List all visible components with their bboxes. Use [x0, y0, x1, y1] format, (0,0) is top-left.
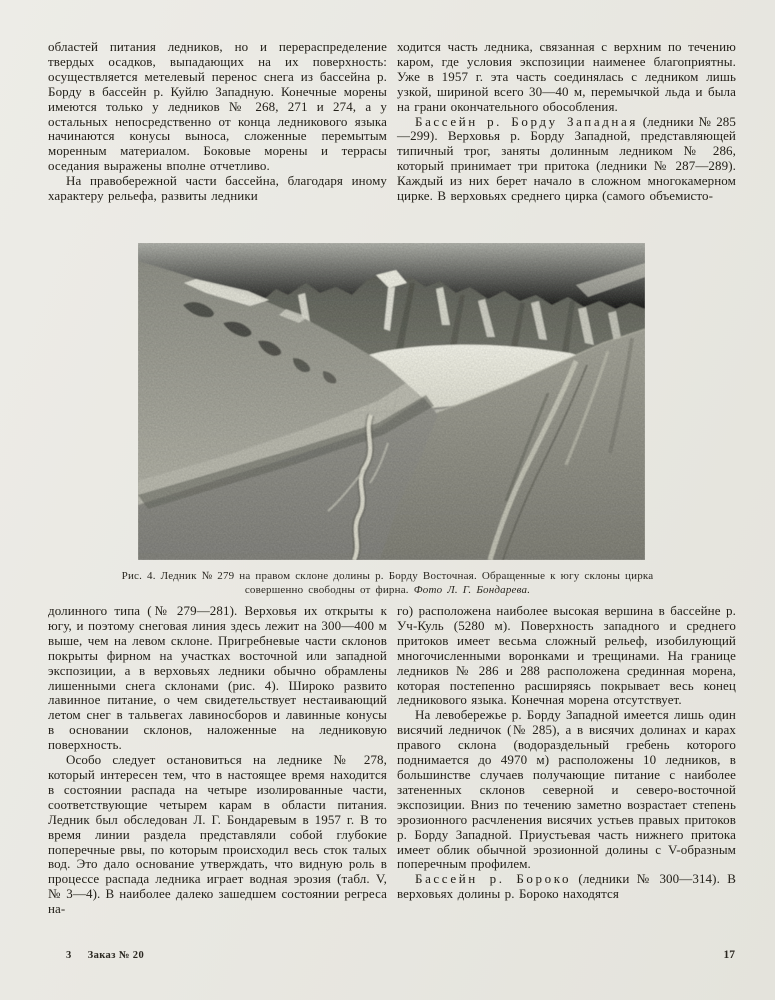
figure-caption-text: Рис. 4. Ледник № 279 на правом склоне долины р. Борду Восточная. Обращенные к югу склоны цирка совершенно свободны от фирна. — [121, 570, 654, 596]
signature-number: 3 — [66, 950, 72, 961]
mountain-glacier-photo-illustration — [138, 243, 645, 560]
order-label: Заказ № 20 — [87, 950, 145, 961]
paragraph: Бассейн р. Бороко (ледники № 300—314). В верховьях долины р. Бороко находятся — [397, 871, 736, 902]
paragraph: областей питания ледников, но и перераспределение твердых осадков, выпадающих на их поверхность: осуществляется метелевый перенос снега из бассейна р. Борду в бассейн р. Куйлю Западную. Конечные морены имеются только у ледников № 268, 271 и 274, а у остальных непосредственно от конца ледникового языка начинаются конусы выноса, сложенные перемытым моренным материалом. Боковые морены и террасы оседания выражены вполне отчетливо. — [48, 39, 387, 174]
print-order-note — [66, 950, 144, 961]
section-heading: Бассейн р. Борду Западная — [415, 113, 638, 129]
paragraph: Особо следует остановиться на леднике № 278, который интересен тем, что в настоящее время находится в состоянии распада на четыре изолированные части, соответствующие четырем карам в области питания. Ледник был обследован Л. Г. Бондаревым в 1957 г. В то время линии раздела представляли собой глубокие поперечные рвы, по которым происходил весь сток талых вод. Это дало основание утверждать, что видную роль в процессе распада ледника играет водная эрозия (табл. V, № 3—4). В наиболее далеко зашедшем состоянии регреса на- — [48, 752, 387, 917]
paragraph: долинного типа (№ 279—281). Верховья их открыты к югу, и поэтому снеговая линия здесь лежит на 300—400 м выше, чем на левом склоне. Пригребневые части склонов покрыты фирном на участках восточной или западной экспозиции, а в верховьях ледники обычно обрамлены лишенными снега склонами (рис. 4). Широко развито лавинное питание, о чем свидетельствует нестаивающий летом снег в тальвегах лавиносборов и лавинные конусы в основании склонов, наложенные на ледниковую поверхность. — [48, 603, 387, 753]
paragraph: Бассейн р. Борду Западная (ледники № 285—299). Верховья р. Борду Западной, представляющей типичный трог, заняты долинным ледником № 286, который принимает три притока (ледники № 287—289). Каждый из них берет начало в сложном многокамерном цирке. В верховьях среднего цирка (самого объемисто- — [397, 113, 737, 204]
page-number: 17 — [723, 949, 735, 961]
section-heading: Бассейн р. Бороко — [415, 871, 572, 887]
paragraph: ходится часть ледника, связанная с верхним по течению каром, где условия экспозиции наименее благоприятны. Уже в 1957 г. эта часть соединялась с ледником лишь узкой, шириной всего 30—40 м, перемычкой льда и была на грани окончательного обособления. — [397, 39, 736, 114]
column-top-right — [397, 40, 736, 204]
figure-photo — [138, 243, 645, 560]
figure-caption-credit: Фото Л. Г. Бондарева. — [413, 583, 531, 596]
column-bottom-right — [397, 604, 736, 902]
figure-caption — [95, 570, 680, 597]
column-bottom-left — [48, 604, 387, 917]
paragraph: На левобережье р. Борду Западной имеется лишь один висячий ледничок (№ 285), а в висячих долинах и карах правого склона (водораздельный гребень которого поднимается до 4970 м) расположены 10 ледников, в большинстве случаев получающие питание с наиболее затененных склонов северной и северо-восточной экспозиции. Вниз по течению заметно возрастает степень эрозионного расчленения висячих устьев правых притоков р. Борду Западной. Приустьевая часть нижнего притока имеет облик обычной эрозионной долины с V-образным поперечным профилем. — [397, 707, 736, 872]
paragraph: На правобережной части бассейна, благодаря иному характеру рельефа, развиты ледники — [48, 173, 387, 204]
paragraph: го) расположена наиболее высокая вершина в бассейне р. Уч-Куль (5280 м). Поверхность западного и среднего притоков имеет весьма сложный рельеф, изобилующий многочисленными воронками и трещинами. На границе ледников № 286 и 288 расположена срединная морена, которая постепенно расширяясь покрывает весь конец ледникового языка. Конечная морена отсутствует. — [397, 603, 736, 708]
column-top-left — [48, 40, 387, 204]
